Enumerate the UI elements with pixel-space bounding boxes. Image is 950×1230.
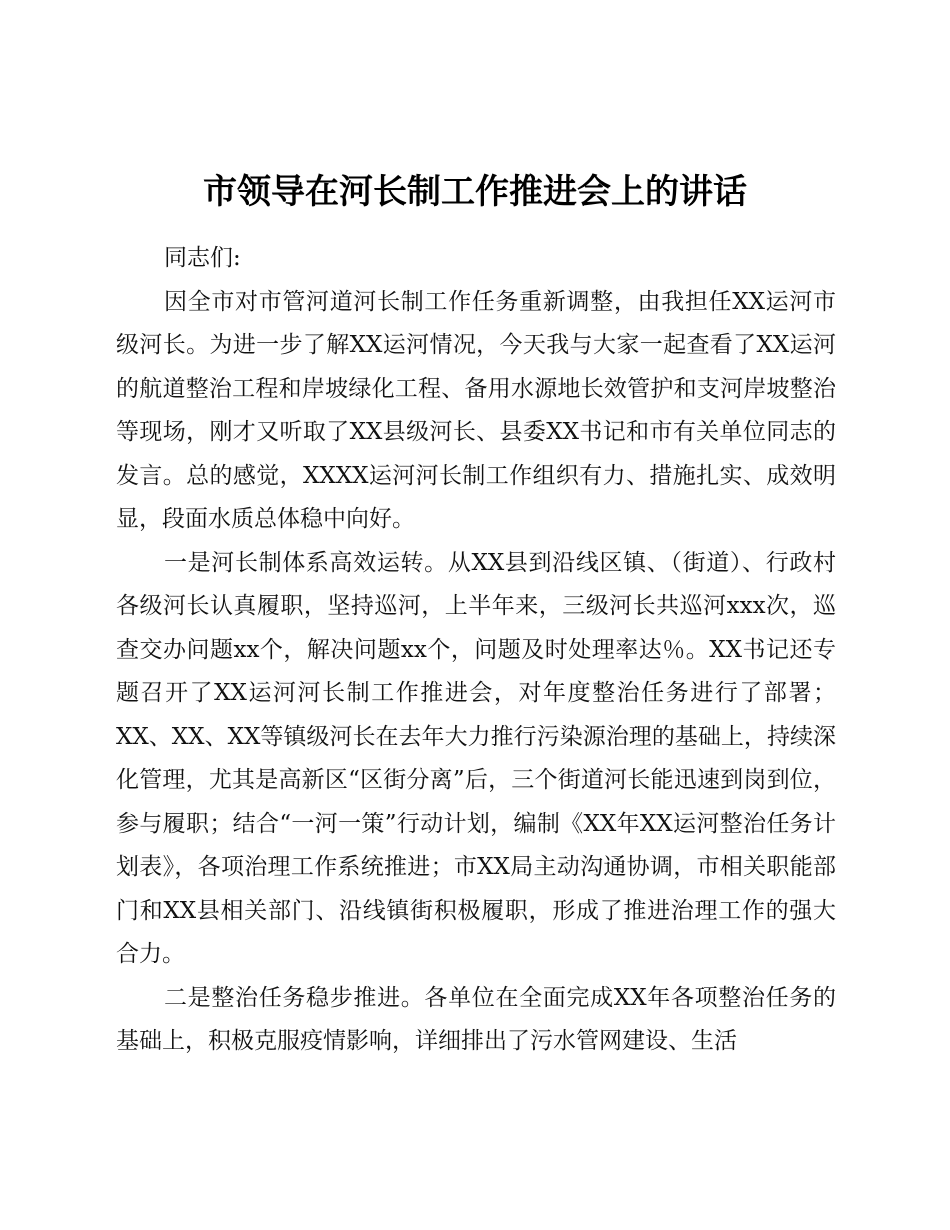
greeting: 同志们: <box>164 245 241 271</box>
document-title: 市领导在河长制工作推进会上的讲话 <box>203 172 747 212</box>
paragraph-intro: 因全市对市管河道河长制工作任务重新调整，由我担任XX运河市级河长。为进一步了解XX运河情况，今天我与大家一起查看了XX运河的航道整治工程和岸坡绿化工程、备用水源地长效管护和支河岸坡整治等现场，刚才又听取了XX县级河长、县委XX书记和市有关单位同志的发言。总的感觉，XXXX运河河长制工作组织有力、措施扎实、成效明显，段面水质总体稳中向好。 <box>116 288 836 532</box>
paragraph-point-two: 二是整治任务稳步推进。各单位在全面完成XX年各项整治任务的基础上，积极克服疫情影响，详细排出了污水管网建设、生活 <box>116 984 836 1054</box>
paragraph-point-one: 一是河长制体系高效运转。从XX县到沿线区镇、（街道）、行政村各级河长认真履职，坚持巡河，上半年来，三级河长共巡河xxx次，巡查交办问题xx个，解决问题xx个，问题及时处理率达％。XX书记还专题召开了XX运河河长制工作推进会，对年度整治任务进行了部署；XX、XX、XX等镇级河长在去年大力推行污染源治理的基础上，持续深化管理，尤其是高新区“区街分离”后，三个街道河长能迅速到岗到位，参与履职；结合“一河一策”行动计划，编制《XX年XX运河整治任务计划表》，各项治理工作系统推进；市XX局主动沟通协调，市相关职能部门和XX县相关部门、沿线镇街积极履职，形成了推进治理工作的强大合力。 <box>116 549 836 967</box>
document-body <box>116 237 836 1064</box>
